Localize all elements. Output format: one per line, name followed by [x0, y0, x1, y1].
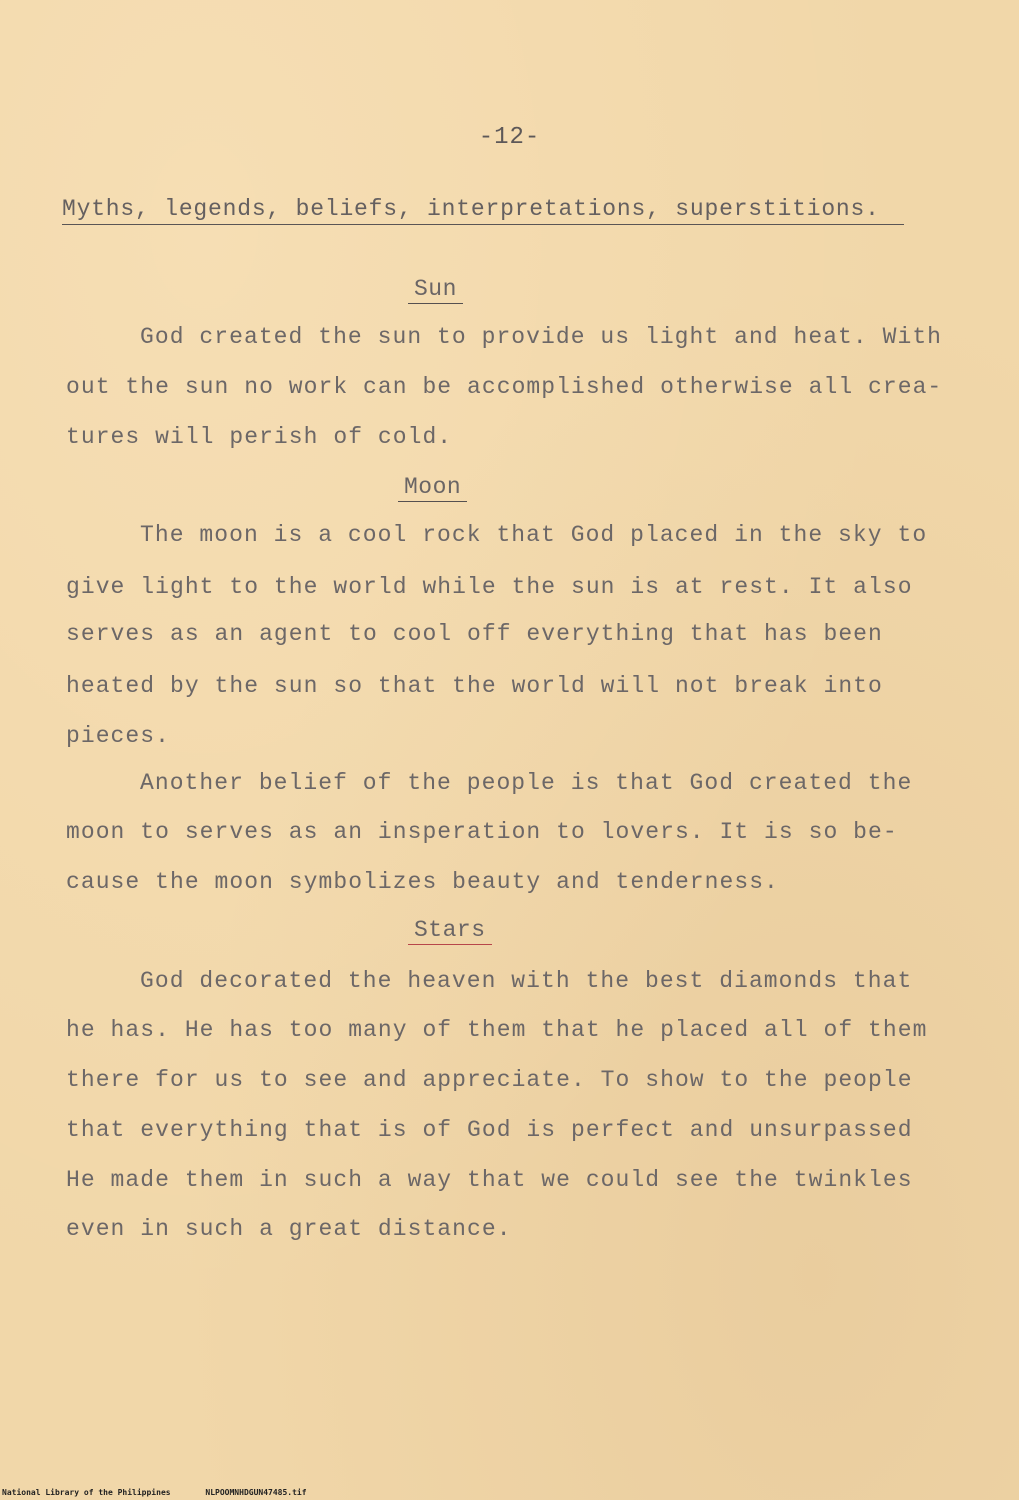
- text-line: pieces.: [66, 723, 170, 749]
- page-number: -12-: [478, 124, 541, 151]
- document-title: Myths, legends, beliefs, interpretations, superstitions.: [62, 196, 904, 225]
- text-line: heated by the sun so that the world will not break into: [66, 673, 883, 699]
- section-heading-stars: Stars: [408, 917, 492, 945]
- section-heading-sun: Sun: [408, 276, 463, 304]
- section-heading-moon: Moon: [398, 474, 467, 502]
- text-line: God decorated the heaven with the best diamonds that: [140, 968, 913, 994]
- scan-footer: [2, 1488, 337, 1497]
- text-line: he has. He has too many of them that he placed all of them: [66, 1017, 928, 1043]
- text-line: that everything that is of God is perfect and unsurpassed: [66, 1117, 913, 1143]
- text-line: out the sun no work can be accomplished otherwise all crea-: [66, 374, 943, 400]
- text-line: moon to serves as an insperation to lovers. It is so be-: [66, 819, 898, 845]
- footer-institution: National Library of the Philippines: [2, 1488, 171, 1497]
- text-line: cause the moon symbolizes beauty and tenderness.: [66, 869, 779, 895]
- footer-filename: NLPOOMNHDGUN47485.tif: [205, 1488, 307, 1497]
- text-line: He made them in such a way that we could see the twinkles: [66, 1167, 913, 1193]
- text-line: The moon is a cool rock that God placed in the sky to: [140, 522, 928, 548]
- text-line: serves as an agent to cool off everything that has been: [66, 621, 883, 647]
- text-line: tures will perish of cold.: [66, 424, 453, 450]
- text-line: there for us to see and appreciate. To show to the people: [66, 1067, 913, 1093]
- text-line: give light to the world while the sun is at rest. It also: [66, 574, 913, 600]
- text-line: even in such a great distance.: [66, 1216, 512, 1242]
- text-line: Another belief of the people is that God created the: [140, 770, 913, 796]
- text-line: God created the sun to provide us light and heat. With: [140, 324, 943, 350]
